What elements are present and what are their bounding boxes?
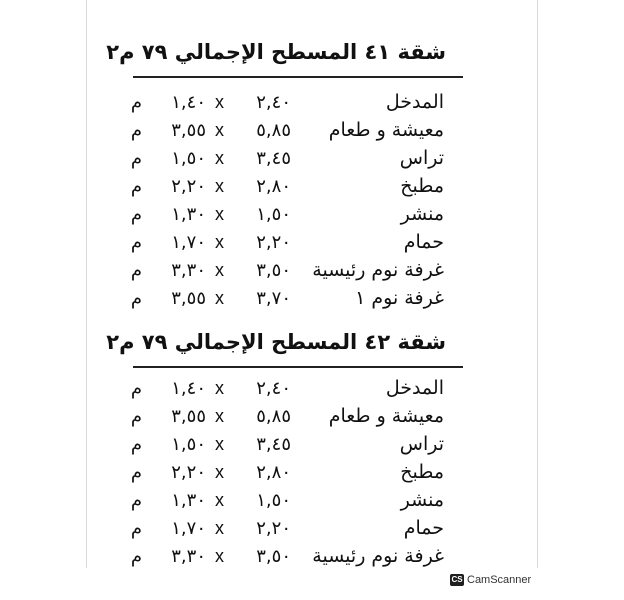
room-width: ٣,٣٠: [171, 260, 206, 281]
room-name: حمام: [403, 231, 444, 253]
room-length: ٢,٢٠: [256, 232, 291, 253]
room-dimensions: [131, 284, 291, 313]
table-row: [0, 514, 624, 542]
times-sign: x: [215, 462, 224, 482]
room-length: ٢,٨٠: [256, 462, 291, 483]
room-name: المدخل: [385, 377, 444, 399]
room-name: حمام: [403, 517, 444, 539]
room-dimensions: [131, 228, 291, 257]
room-length: ٥,٨٥: [256, 406, 291, 427]
room-width: ٢,٢٠: [171, 462, 206, 483]
times-sign: x: [215, 148, 224, 168]
room-name: منشر: [400, 203, 444, 225]
meter-unit: م: [130, 260, 142, 281]
room-width: ١,٧٠: [171, 232, 206, 253]
table-row: [0, 88, 624, 116]
room-length: ٢,٤٠: [256, 378, 291, 399]
room-width: ١,٤٠: [171, 92, 206, 113]
times-sign: x: [215, 518, 224, 538]
table-row: [0, 374, 624, 402]
apartment-41-divider: [133, 76, 463, 78]
times-sign: x: [215, 92, 224, 112]
room-name: تراس: [399, 433, 444, 455]
room-dimensions: [131, 430, 291, 459]
room-length: ١,٥٠: [256, 204, 291, 225]
room-dimensions: [131, 172, 291, 201]
times-sign: x: [215, 546, 224, 566]
table-row: [0, 486, 624, 514]
apartment-42-heading: شقة ٤٢ المسطح الإجمالي ٧٩ م٢: [106, 330, 446, 354]
room-dimensions: [131, 458, 291, 487]
table-row: [0, 200, 624, 228]
meter-unit: م: [130, 176, 142, 197]
room-name: المدخل: [385, 91, 444, 113]
table-row: [0, 144, 624, 172]
table-row: [0, 402, 624, 430]
times-sign: x: [215, 232, 224, 252]
room-dimensions: [131, 144, 291, 173]
meter-unit: م: [130, 288, 142, 309]
room-dimensions: [131, 402, 291, 431]
room-name: غرفة نوم ١: [355, 287, 444, 309]
room-width: ١,٣٠: [171, 490, 206, 511]
room-length: ٣,٤٥: [256, 148, 291, 169]
table-row: [0, 172, 624, 200]
room-name: غرفة نوم رئيسية: [312, 545, 444, 567]
room-width: ٣,٣٠: [171, 546, 206, 567]
room-length: ٣,٥٠: [256, 260, 291, 281]
camscanner-watermark: [450, 574, 531, 586]
times-sign: x: [215, 120, 224, 140]
room-width: ١,٥٠: [171, 434, 206, 455]
room-width: ٣,٥٥: [171, 288, 206, 309]
table-row: [0, 458, 624, 486]
times-sign: x: [215, 490, 224, 510]
table-row: [0, 284, 624, 312]
room-dimensions: [131, 374, 291, 403]
table-row: [0, 116, 624, 144]
room-dimensions: [131, 542, 291, 571]
meter-unit: م: [130, 406, 142, 427]
room-width: ١,٤٠: [171, 378, 206, 399]
camscanner-logo-icon: CS: [451, 575, 463, 584]
room-length: ٣,٤٥: [256, 434, 291, 455]
meter-unit: م: [130, 378, 142, 399]
room-length: ٢,٨٠: [256, 176, 291, 197]
apartment-42-divider: [133, 366, 463, 368]
meter-unit: م: [130, 518, 142, 539]
times-sign: x: [215, 176, 224, 196]
room-width: ١,٣٠: [171, 204, 206, 225]
room-name: معيشة و طعام: [328, 405, 444, 427]
times-sign: x: [215, 288, 224, 308]
apartment-41-heading: شقة ٤١ المسطح الإجمالي ٧٩ م٢: [106, 40, 446, 64]
room-name: مطبخ: [400, 175, 444, 197]
meter-unit: م: [130, 148, 142, 169]
room-width: ١,٥٠: [171, 148, 206, 169]
room-width: ١,٧٠: [171, 518, 206, 539]
room-name: غرفة نوم رئيسية: [312, 259, 444, 281]
times-sign: x: [215, 260, 224, 280]
times-sign: x: [215, 204, 224, 224]
meter-unit: م: [130, 232, 142, 253]
room-dimensions: [131, 486, 291, 515]
meter-unit: م: [130, 120, 142, 141]
room-name: منشر: [400, 489, 444, 511]
meter-unit: م: [130, 546, 142, 567]
room-length: ٣,٥٠: [256, 546, 291, 567]
room-length: ٣,٧٠: [256, 288, 291, 309]
room-dimensions: [131, 514, 291, 543]
times-sign: x: [215, 406, 224, 426]
room-width: ٣,٥٥: [171, 406, 206, 427]
room-name: معيشة و طعام: [328, 119, 444, 141]
room-width: ٢,٢٠: [171, 176, 206, 197]
meter-unit: م: [130, 434, 142, 455]
room-name: مطبخ: [400, 461, 444, 483]
times-sign: x: [215, 434, 224, 454]
room-dimensions: [131, 116, 291, 145]
table-row: [0, 430, 624, 458]
room-length: ٥,٨٥: [256, 120, 291, 141]
room-length: ٢,٤٠: [256, 92, 291, 113]
meter-unit: م: [130, 490, 142, 511]
room-width: ٣,٥٥: [171, 120, 206, 141]
times-sign: x: [215, 378, 224, 398]
table-row: [0, 228, 624, 256]
table-row: [0, 256, 624, 284]
meter-unit: م: [130, 92, 142, 113]
meter-unit: م: [130, 204, 142, 225]
room-length: ٢,٢٠: [256, 518, 291, 539]
room-dimensions: [131, 88, 291, 117]
room-dimensions: [131, 200, 291, 229]
room-length: ١,٥٠: [256, 490, 291, 511]
table-row: [0, 542, 624, 570]
room-name: تراس: [399, 147, 444, 169]
camscanner-label: CamScanner: [467, 574, 532, 586]
meter-unit: م: [130, 462, 142, 483]
room-dimensions: [131, 256, 291, 285]
